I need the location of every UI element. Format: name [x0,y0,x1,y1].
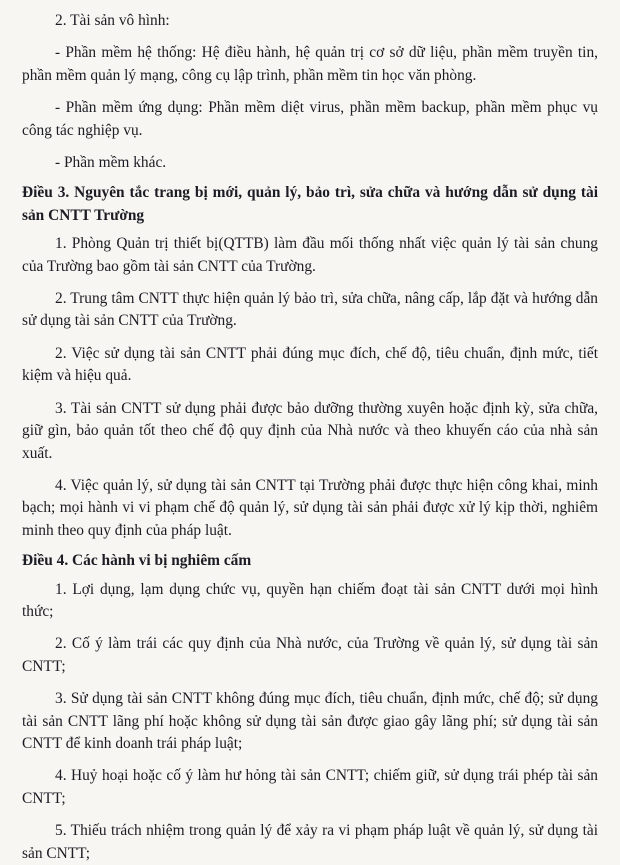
article-3-heading: Điều 3. Nguyên tắc trang bị mới, quản lý, bảo trì, sửa chữa và hướng dẫn sử dụng tài sản CNTT Trường [22,184,598,224]
article-4-item: 5. Thiếu trách nhiệm trong quản lý để xảy ra vi phạm pháp luật về quản lý, sử dụng tài sản CNTT; [22,822,598,862]
article-4-item: 3. Sử dụng tài sản CNTT không đúng mục đích, tiêu chuẩn, định mức, chế độ; sử dụng tài sản CNTT lãng phí hoặc không sử dụng tài sản được giao gây lãng phí; sử dụng tài sản CNTT để kinh doanh trái pháp luật; [22,690,598,752]
article-3-item: 4. Việc quản lý, sử dụng tài sản CNTT tại Trường phải được thực hiện công khai, minh bạch; mọi hành vi vi phạm chế độ quản lý, sử dụng tài sản phải được xử lý kịp thời, nghiêm minh theo quy định của pháp luật. [22,476,598,539]
article-3-item: 3. Tài sản CNTT sử dụng phải được bảo dưỡng thường xuyên hoặc định kỳ, sửa chữa, giữ gìn, bảo quản tốt theo chế độ quy định của Nhà nước và theo khuyến cáo của nhà sản xuất. [22,399,598,462]
bullet-application-software: - Phần mềm ứng dụng: Phần mềm diệt virus, phần mềm backup, phần mềm phục vụ công tác nghiệp vụ. [22,99,598,139]
bullet-other-software: - Phần mềm khác. [55,154,167,172]
article-4-heading: Điều 4. Các hành vi bị nghiêm cấm [22,552,252,570]
article-3-item: 2. Trung tâm CNTT thực hiện quản lý bảo trì, sửa chữa, nâng cấp, lắp đặt và hướng dẫn sử dụng tài sản CNTT của Trường. [22,290,598,330]
article-4-item: 1. Lợi dụng, lạm dụng chức vụ, quyền hạn chiếm đoạt tài sản CNTT dưới mọi hình thức; [22,580,598,620]
section-title: 2. Tài sản vô hình: [55,12,170,29]
article-4-item: 4. Huỷ hoại hoặc cố ý làm hư hỏng tài sản CNTT; chiếm giữ, sử dụng trái phép tài sản CNTT; [22,767,598,807]
article-4-item: 2. Cố ý làm trái các quy định của Nhà nước, của Trường về quản lý, sử dụng tài sản CNTT; [22,635,598,675]
bullet-system-software: - Phần mềm hệ thống: Hệ điều hành, hệ quản trị cơ sở dữ liệu, phần mềm truyền tin, phần mềm quản lý mạng, công cụ lập trình, phần mềm tin học văn phòng. [22,44,598,84]
article-3-item: 2. Việc sử dụng tài sản CNTT phải đúng mục đích, chế độ, tiêu chuẩn, định mức, tiết kiệm và hiệu quả. [22,344,598,385]
article-3-item: 1. Phòng Quản trị thiết bị(QTTB) làm đầu mối thống nhất việc quản lý tài sản chung của Trường bao gồm tài sản CNTT của Trường. [22,235,598,275]
